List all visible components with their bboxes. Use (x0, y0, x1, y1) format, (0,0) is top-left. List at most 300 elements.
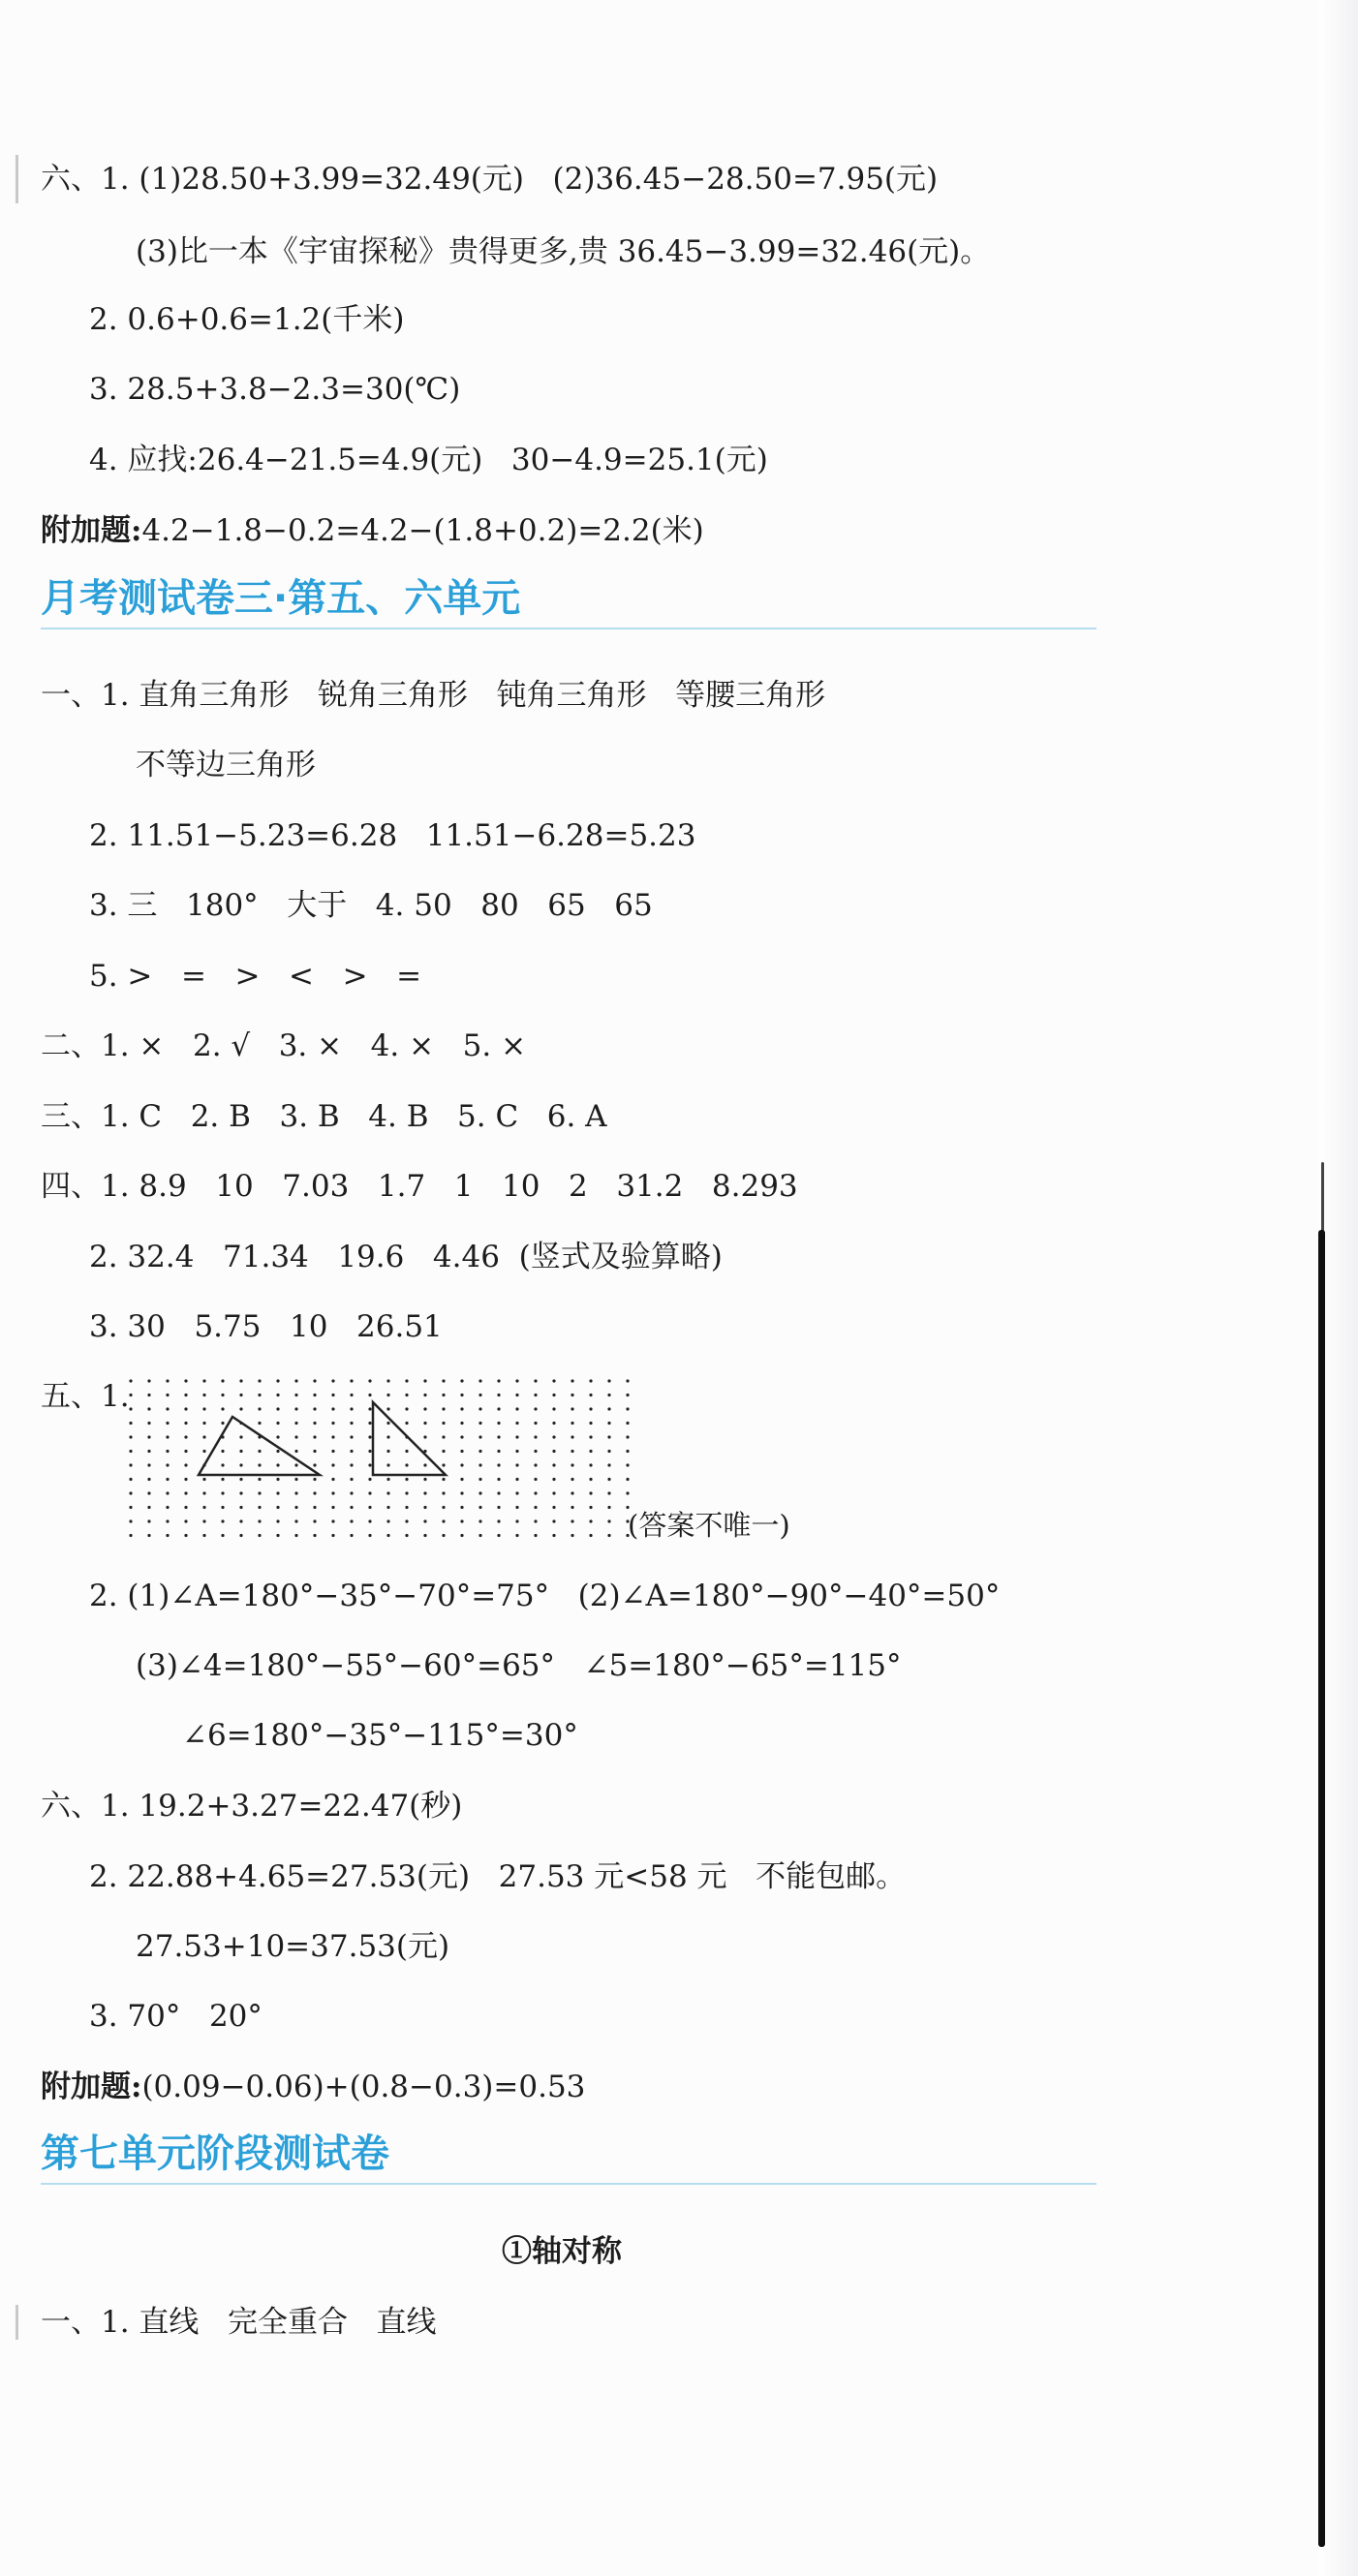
grid-dot (515, 1463, 518, 1466)
grid-dot (368, 1491, 371, 1494)
grid-dot (386, 1491, 389, 1494)
grid-dot (166, 1534, 169, 1537)
grid-dot (626, 1491, 629, 1494)
grid-dot (331, 1506, 334, 1509)
grid-dot (258, 1491, 261, 1494)
grid-dot (221, 1422, 224, 1425)
page-edge-shadow (1319, 0, 1358, 2576)
grid-dot (166, 1394, 169, 1396)
grid-dot (478, 1463, 481, 1466)
section-heading: 第七单元阶段测试卷 (41, 2131, 389, 2176)
grid-dot (515, 1422, 518, 1425)
grid-dot (350, 1506, 353, 1509)
grid-dot (423, 1534, 426, 1537)
grid-dot (515, 1491, 518, 1494)
bonus-text: (0.09−0.06)+(0.8−0.3)=0.53 (141, 2070, 586, 2104)
grid-dot (589, 1422, 592, 1425)
grid-dot (331, 1422, 334, 1425)
grid-dot (129, 1478, 132, 1481)
grid-dot (147, 1506, 150, 1509)
grid-dot (276, 1519, 279, 1522)
grid-dot (571, 1422, 573, 1425)
grid-dot (221, 1463, 224, 1466)
grid-dot (276, 1450, 279, 1453)
answer-line: 2. 0.6+0.6=1.2(千米) (89, 302, 405, 337)
grid-dot (294, 1534, 297, 1537)
grid-dot (534, 1463, 537, 1466)
grid-dot (405, 1379, 408, 1382)
grid-dot (239, 1519, 242, 1522)
answer-line: 3. 28.5+3.8−2.3=30(℃) (89, 372, 461, 407)
grid-dot (534, 1519, 537, 1522)
grid-dot (515, 1407, 518, 1410)
grid-dot (607, 1463, 610, 1466)
grid-dot (129, 1379, 132, 1382)
grid-dot (368, 1478, 371, 1481)
grid-dot (294, 1463, 297, 1466)
grid-dot (442, 1463, 445, 1466)
grid-dot (202, 1450, 205, 1453)
grid-dot (442, 1506, 445, 1509)
grid-dot (239, 1379, 242, 1382)
grid-dot (515, 1450, 518, 1453)
grid-dot (221, 1379, 224, 1382)
grid-dot (258, 1394, 261, 1396)
grid-dot (423, 1491, 426, 1494)
grid-dot (515, 1394, 518, 1396)
grid-dot (552, 1394, 555, 1396)
grid-dot (534, 1478, 537, 1481)
grid-dot (258, 1450, 261, 1453)
grid-dot (423, 1435, 426, 1438)
grid-dot (442, 1422, 445, 1425)
grid-dot (497, 1407, 500, 1410)
grid-dot (405, 1422, 408, 1425)
grid-dot (626, 1422, 629, 1425)
grid-dot (386, 1506, 389, 1509)
bonus-label: 附加题: (41, 513, 142, 548)
grid-dot (386, 1407, 389, 1410)
grid-dot (589, 1534, 592, 1537)
grid-dot (478, 1379, 481, 1382)
grid-dot (534, 1506, 537, 1509)
grid-dot (239, 1506, 242, 1509)
grid-dot (515, 1534, 518, 1537)
grid-dot (184, 1534, 187, 1537)
grid-dot (129, 1450, 132, 1453)
answer-line: 2. 11.51−5.23=6.28 11.51−6.28=5.23 (89, 818, 696, 853)
grid-dot (129, 1491, 132, 1494)
binding-mark-upper (1321, 1162, 1324, 1240)
grid-dot (478, 1506, 481, 1509)
grid-dot (331, 1463, 334, 1466)
grid-dot (276, 1379, 279, 1382)
grid-dot (386, 1519, 389, 1522)
grid-dot (331, 1519, 334, 1522)
grid-dot (460, 1478, 463, 1481)
grid-dot (552, 1506, 555, 1509)
grid-dot (442, 1519, 445, 1522)
grid-dot (239, 1435, 242, 1438)
grid-dot (368, 1534, 371, 1537)
grid-dot (184, 1450, 187, 1453)
grid-dot (368, 1463, 371, 1466)
grid-dot (442, 1534, 445, 1537)
grid-dot (589, 1478, 592, 1481)
answer-line: 一、1. 直角三角形 锐角三角形 钝角三角形 等腰三角形 (41, 678, 826, 713)
grid-dot (166, 1407, 169, 1410)
grid-dot (276, 1491, 279, 1494)
grid-dot (607, 1450, 610, 1453)
grid-dot (589, 1506, 592, 1509)
grid-dot (258, 1519, 261, 1522)
grid-dot (405, 1463, 408, 1466)
grid-dot (460, 1534, 463, 1537)
grid-dot (552, 1435, 555, 1438)
answer-line: 2. 22.88+4.65=27.53(元) 27.53 元<58 元 不能包邮。 (89, 1859, 907, 1894)
grid-dot (607, 1506, 610, 1509)
grid-dot (386, 1379, 389, 1382)
answer-line-label: 五、1. (41, 1379, 130, 1414)
answer-line: 二、1. × 2. √ 3. × 4. × 5. × (41, 1028, 527, 1063)
grid-dot (571, 1463, 573, 1466)
grid-dot (202, 1435, 205, 1438)
grid-dot (571, 1478, 573, 1481)
grid-dot (386, 1435, 389, 1438)
grid-dot (147, 1491, 150, 1494)
grid-dot (239, 1450, 242, 1453)
grid-dot (313, 1435, 316, 1438)
grid-dot (221, 1407, 224, 1410)
grid-dot (184, 1379, 187, 1382)
grid-dot (607, 1435, 610, 1438)
grid-dot (166, 1506, 169, 1509)
grid-dot (147, 1407, 150, 1410)
grid-dot (147, 1519, 150, 1522)
grid-dot (350, 1519, 353, 1522)
grid-dot (607, 1379, 610, 1382)
grid-dot (202, 1379, 205, 1382)
grid-dot (386, 1534, 389, 1537)
heading-underline (41, 628, 1096, 629)
grid-dot (626, 1450, 629, 1453)
answer-line: 六、1. (1)28.50+3.99=32.49(元) (2)36.45−28.50=7.95(元) (41, 162, 939, 197)
grid-dot (460, 1519, 463, 1522)
grid-dot (239, 1478, 242, 1481)
grid-dot (460, 1463, 463, 1466)
grid-dot (258, 1478, 261, 1481)
grid-dot (497, 1379, 500, 1382)
grid-dot (368, 1379, 371, 1382)
grid-dot (478, 1519, 481, 1522)
grid-dot (571, 1450, 573, 1453)
answer-line: (3)∠4=180°−55°−60°=65° ∠5=180°−65°=115° (136, 1648, 902, 1683)
grid-dot (405, 1407, 408, 1410)
grid-dot (129, 1463, 132, 1466)
answer-line: 不等边三角形 (136, 748, 316, 782)
grid-dot (478, 1534, 481, 1537)
grid-dot (331, 1407, 334, 1410)
grid-dot (534, 1435, 537, 1438)
grid-dot (589, 1463, 592, 1466)
grid-dot (129, 1394, 132, 1396)
scan-mark-bottom (15, 2305, 18, 2340)
grid-dot (129, 1422, 132, 1425)
grid-dot (386, 1450, 389, 1453)
grid-dot (202, 1519, 205, 1522)
grid-dot (184, 1435, 187, 1438)
grid-dot (368, 1519, 371, 1522)
grid-dot (423, 1379, 426, 1382)
grid-dot (221, 1534, 224, 1537)
answer-line: 3. 30 5.75 10 26.51 (89, 1309, 443, 1344)
grid-dot (276, 1534, 279, 1537)
grid-dot (460, 1491, 463, 1494)
grid-dot (258, 1463, 261, 1466)
grid-dot (368, 1435, 371, 1438)
grid-dot (515, 1435, 518, 1438)
grid-dot (202, 1491, 205, 1494)
answer-line: (3)比一本《宇宙探秘》贵得更多,贵 36.45−3.99=32.46(元)。 (136, 234, 991, 269)
grid-dot (460, 1422, 463, 1425)
grid-dot (276, 1394, 279, 1396)
grid-dot (405, 1506, 408, 1509)
grid-dot (276, 1407, 279, 1410)
grid-dot (552, 1519, 555, 1522)
grid-dot (442, 1450, 445, 1453)
grid-dot (442, 1435, 445, 1438)
grid-dot (405, 1491, 408, 1494)
grid-dot (607, 1422, 610, 1425)
grid-dot (386, 1478, 389, 1481)
grid-dot (350, 1478, 353, 1481)
grid-dot (589, 1519, 592, 1522)
grid-dot (221, 1394, 224, 1396)
grid-dot (129, 1407, 132, 1410)
grid-dot (294, 1394, 297, 1396)
grid-dot (405, 1478, 408, 1481)
grid-dot (405, 1534, 408, 1537)
grid-dot (313, 1379, 316, 1382)
grid-dot (368, 1394, 371, 1396)
grid-dot (460, 1379, 463, 1382)
grid-dot (350, 1491, 353, 1494)
grid-dot (589, 1435, 592, 1438)
grid-dot (368, 1422, 371, 1425)
grid-dot (405, 1394, 408, 1396)
grid-dot (166, 1463, 169, 1466)
grid-dot (202, 1407, 205, 1410)
grid-dot (184, 1463, 187, 1466)
grid-dot (147, 1422, 150, 1425)
grid-dot (460, 1506, 463, 1509)
grid-dot (313, 1422, 316, 1425)
grid-dot (552, 1407, 555, 1410)
grid-dot (423, 1478, 426, 1481)
grid-dot (626, 1379, 629, 1382)
dot-grid (129, 1379, 629, 1537)
grid-dot (258, 1422, 261, 1425)
grid-dot (331, 1435, 334, 1438)
grid-dot (147, 1394, 150, 1396)
grid-dot (202, 1478, 205, 1481)
grid-dot (350, 1463, 353, 1466)
grid-dot (184, 1394, 187, 1396)
grid-dot (276, 1506, 279, 1509)
grid-dot (350, 1422, 353, 1425)
grid-dot (442, 1379, 445, 1382)
grid-dot (497, 1463, 500, 1466)
grid-dot (294, 1478, 297, 1481)
grid-dot (166, 1379, 169, 1382)
grid-dot (442, 1407, 445, 1410)
grid-dot (478, 1491, 481, 1494)
grid-dot (460, 1394, 463, 1396)
grid-dot (442, 1394, 445, 1396)
grid-dot (552, 1379, 555, 1382)
grid-dot (534, 1534, 537, 1537)
grid-dot (442, 1478, 445, 1481)
grid-dot (221, 1519, 224, 1522)
grid-dot (368, 1506, 371, 1509)
grid-dot (515, 1519, 518, 1522)
grid-dot (258, 1407, 261, 1410)
grid-dot (313, 1534, 316, 1537)
grid-dot (423, 1407, 426, 1410)
grid-dot (607, 1407, 610, 1410)
grid-dot (239, 1394, 242, 1396)
grid-dot (350, 1394, 353, 1396)
grid-dot (294, 1450, 297, 1453)
grid-dot (368, 1407, 371, 1410)
grid-dot (497, 1491, 500, 1494)
grid-dot (626, 1435, 629, 1438)
bonus-label: 附加题: (41, 2070, 142, 2104)
answer-line: 四、1. 8.9 10 7.03 1.7 1 10 2 31.2 8.293 (41, 1169, 798, 1204)
grid-dot (442, 1491, 445, 1494)
grid-dot (534, 1450, 537, 1453)
grid-dot (386, 1422, 389, 1425)
grid-dot (239, 1463, 242, 1466)
grid-dot (294, 1407, 297, 1410)
answer-line: 4. 应找:26.4−21.5=4.9(元) 30−4.9=25.1(元) (89, 443, 768, 477)
answer-line: 27.53+10=37.53(元) (136, 1929, 450, 1964)
bonus-question (41, 2068, 585, 2106)
grid-dot (147, 1534, 150, 1537)
grid-dot (239, 1407, 242, 1410)
grid-dot (497, 1422, 500, 1425)
grid-dot (571, 1435, 573, 1438)
grid-dot (166, 1435, 169, 1438)
grid-dot (515, 1379, 518, 1382)
grid-dot (478, 1394, 481, 1396)
grid-dot (368, 1450, 371, 1453)
grid-dot (460, 1407, 463, 1410)
subsection-title: ①轴对称 (502, 2234, 622, 2269)
grid-dot (258, 1506, 261, 1509)
grid-dot (350, 1534, 353, 1537)
grid-dot (607, 1478, 610, 1481)
grid-dot (626, 1478, 629, 1481)
grid-dot (258, 1534, 261, 1537)
grid-dot (534, 1379, 537, 1382)
grid-dot (294, 1506, 297, 1509)
grid-dot (571, 1379, 573, 1382)
grid-dot (184, 1506, 187, 1509)
grid-dot (184, 1519, 187, 1522)
grid-dot (515, 1506, 518, 1509)
grid-dot (423, 1394, 426, 1396)
dot-grid-figure (121, 1373, 644, 1543)
grid-dot (184, 1422, 187, 1425)
grid-dot (607, 1534, 610, 1537)
grid-dot (166, 1491, 169, 1494)
grid-dot (221, 1450, 224, 1453)
grid-dot (552, 1422, 555, 1425)
answer-line: 3. 三 180° 大于 4. 50 80 65 65 (89, 888, 653, 923)
grid-dot (589, 1407, 592, 1410)
grid-dot (423, 1463, 426, 1466)
grid-dot (331, 1491, 334, 1494)
grid-dot (497, 1435, 500, 1438)
grid-dot (571, 1506, 573, 1509)
grid-dot (607, 1491, 610, 1494)
grid-dot (386, 1394, 389, 1396)
grid-dot (405, 1450, 408, 1453)
grid-dot (129, 1534, 132, 1537)
answer-line: 5. > = > < > = (89, 959, 422, 994)
answer-line: 三、1. C 2. B 3. B 4. B 5. C 6. A (41, 1099, 607, 1134)
grid-dot (497, 1534, 500, 1537)
grid-dot (626, 1394, 629, 1396)
grid-dot (478, 1422, 481, 1425)
grid-dot (497, 1478, 500, 1481)
grid-dot (571, 1534, 573, 1537)
grid-dot (534, 1491, 537, 1494)
grid-dot (331, 1534, 334, 1537)
grid-dot (147, 1435, 150, 1438)
scan-mark-top (15, 155, 18, 203)
grid-dot (313, 1394, 316, 1396)
grid-dot (552, 1478, 555, 1481)
grid-dot (497, 1506, 500, 1509)
grid-dot (497, 1394, 500, 1396)
heading-underline (41, 2183, 1096, 2185)
grid-dot (331, 1450, 334, 1453)
triangle-right (373, 1402, 446, 1475)
figure-note: (答案不唯一) (628, 1509, 790, 1542)
grid-dot (552, 1463, 555, 1466)
grid-dot (202, 1394, 205, 1396)
grid-dot (589, 1379, 592, 1382)
grid-dot (129, 1519, 132, 1522)
grid-dot (276, 1478, 279, 1481)
binding-mark (1318, 1230, 1325, 2547)
grid-dot (350, 1379, 353, 1382)
grid-dot (313, 1491, 316, 1494)
grid-dot (221, 1491, 224, 1494)
grid-dot (515, 1478, 518, 1481)
grid-dot (460, 1450, 463, 1453)
grid-dot (331, 1478, 334, 1481)
grid-dot (350, 1407, 353, 1410)
grid-dot (147, 1478, 150, 1481)
grid-dot (294, 1435, 297, 1438)
grid-dot (350, 1435, 353, 1438)
grid-dot (313, 1463, 316, 1466)
grid-dot (276, 1422, 279, 1425)
grid-dot (294, 1379, 297, 1382)
